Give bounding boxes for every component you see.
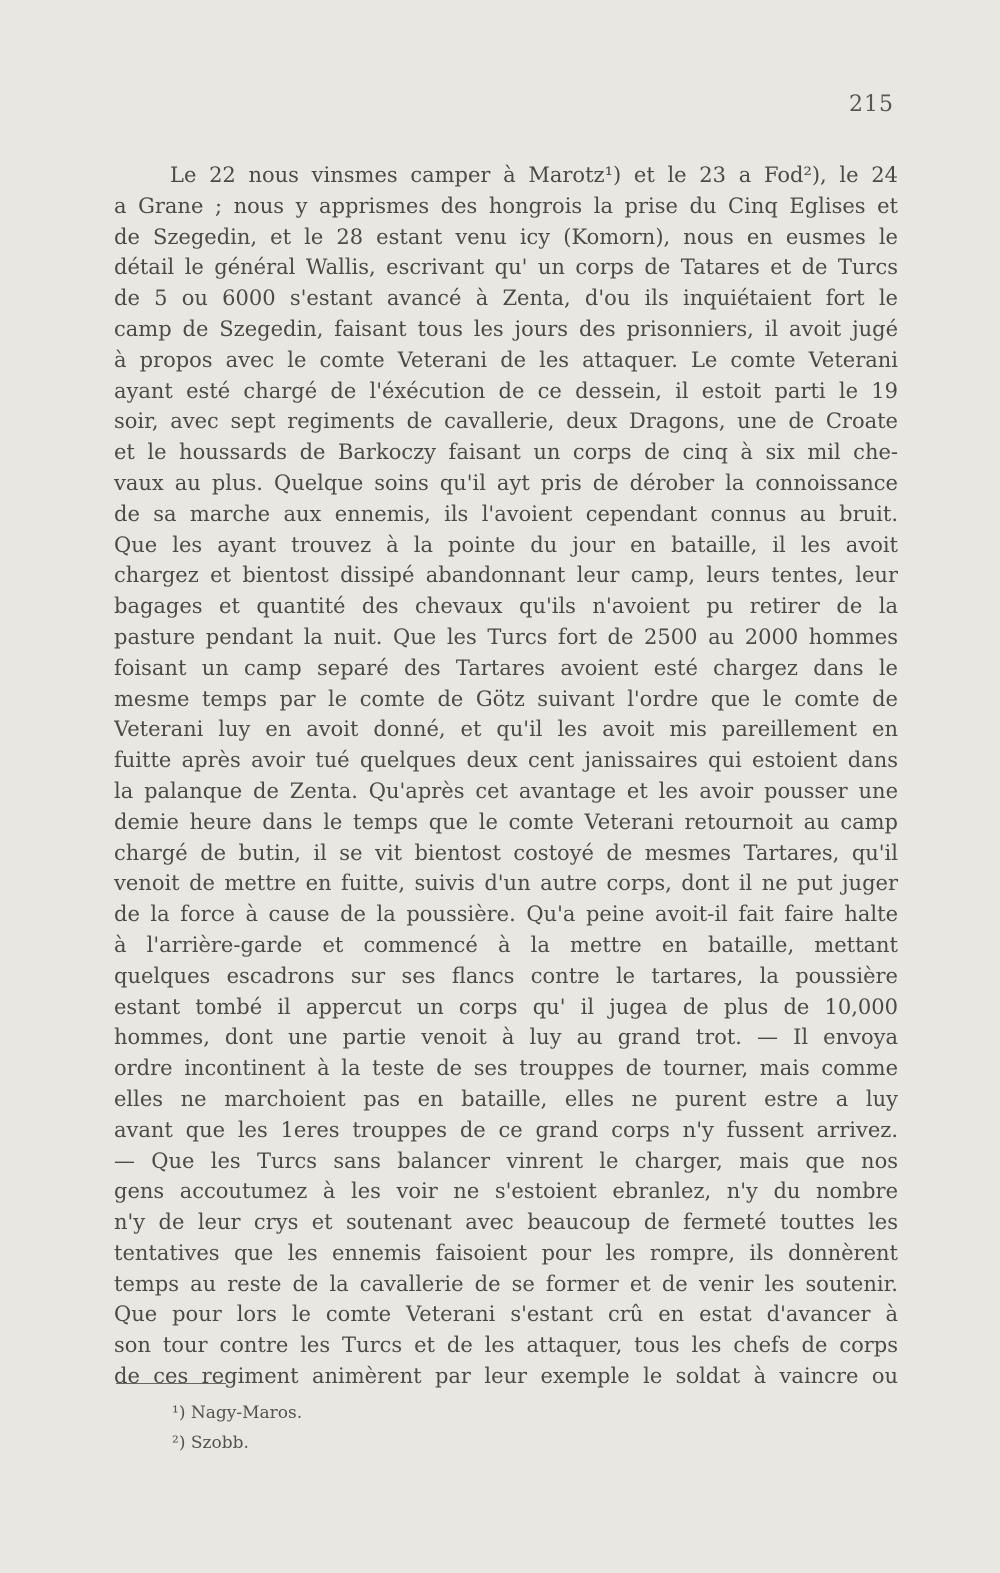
text-line: Le 22 nous vinsmes camper à Marotz¹) et le 23 a Fod²), le 24 — [170, 163, 898, 187]
text-line: de la force à cause de la poussière. Qu'a peine avoit-il fait faire halte — [114, 902, 898, 927]
text-line: elles ne marchoient pas en bataille, elles ne purent estre a luy — [114, 1086, 898, 1111]
footnote: ¹) Nagy-Maros. — [172, 1403, 303, 1423]
text-line: camp de Szegedin, faisant tous les jours des prisonniers, il avoit jugé — [114, 316, 898, 341]
text-line: et le houssards de Barkoczy faisant un corps de cinq à six mil che- — [114, 440, 898, 465]
text-line: venoit de mettre en fuitte, suivis d'un autre corps, dont il ne put juger — [114, 871, 898, 896]
footnote: ²) Szobb. — [172, 1433, 249, 1453]
text-line: fuitte après avoir tué quelques deux cent janissaires qui estoient dans — [114, 748, 898, 773]
text-line: chargez et bientost dissipé abandonnant leur camp, leurs tentes, leur — [114, 563, 898, 588]
footnote-separator — [116, 1383, 226, 1384]
text-line: tentatives que les ennemis faisoient pour les rompre, ils donnèrent — [114, 1240, 898, 1265]
body-text — [114, 160, 898, 1392]
text-line: de Szegedin, et le 28 estant venu icy (Komorn), nous en eusmes le — [114, 224, 898, 249]
text-line: a Grane ; nous y apprismes des hongrois la prise du Cinq Eglises et — [114, 193, 898, 218]
text-line: hommes, dont une partie venoit à luy au grand trot. — Il envoya — [114, 1025, 898, 1050]
text-line: temps au reste de la cavallerie de se former et de venir les soutenir. — [114, 1271, 898, 1296]
text-line: n'y de leur crys et soutenant avec beaucoup de fermeté touttes les — [114, 1210, 898, 1235]
text-line: chargé de butin, il se vit bientost costoyé de mesmes Tartares, qu'il — [114, 840, 898, 865]
text-line: vaux au plus. Quelque soins qu'il ayt pris de dérober la connoissance — [114, 470, 898, 495]
text-line: détail le général Wallis, escrivant qu' un corps de Tatares et de Turcs — [114, 255, 898, 280]
text-line: de ces regiment animèrent par leur exemple le soldat à vaincre ou — [114, 1364, 898, 1389]
text-line: bagages et quantité des chevaux qu'ils n'avoient pu retirer de la — [114, 594, 898, 619]
text-line: à l'arrière-garde et commencé à la mettre en bataille, mettant — [114, 932, 898, 957]
text-line: avant que les 1eres trouppes de ce grand corps n'y fussent arrivez. — [114, 1117, 898, 1142]
text-line: pasture pendant la nuit. Que les Turcs fort de 2500 au 2000 hommes — [114, 624, 898, 649]
text-line: la palanque de Zenta. Qu'après cet avantage et les avoir pousser une — [114, 778, 898, 803]
text-line: quelques escadrons sur ses flancs contre le tartares, la poussière — [114, 963, 898, 988]
footnotes — [172, 1398, 672, 1458]
text-line: Veterani luy en avoit donné, et qu'il les avoit mis pareillement en — [114, 717, 898, 742]
text-line: foisant un camp separé des Tartares avoient esté chargez dans le — [114, 655, 898, 680]
text-line: mesme temps par le comte de Götz suivant l'ordre que le comte de — [114, 686, 898, 711]
text-line: soir, avec sept regiments de cavallerie, deux Dragons, une de Croate — [114, 409, 898, 434]
text-line: de sa marche aux ennemis, ils l'avoient cependant connus au bruit. — [114, 501, 898, 526]
text-line: à propos avec le comte Veterani de les attaquer. Le comte Veterani — [114, 347, 898, 372]
text-line: gens accoutumez à les voir ne s'estoient ebranlez, n'y du nombre — [114, 1179, 898, 1204]
text-line: de 5 ou 6000 s'estant avancé à Zenta, d'ou ils inquiétaient fort le — [114, 286, 898, 311]
text-line: son tour contre les Turcs et de les attaquer, tous les chefs de corps — [114, 1333, 898, 1358]
page-number: 215 — [849, 92, 894, 117]
text-line: demie heure dans le temps que le comte Veterani retournoit au camp — [114, 809, 898, 834]
text-line: Que les ayant trouvez à la pointe du jour en bataille, il les avoit — [114, 532, 898, 557]
text-line: Que pour lors le comte Veterani s'estant crû en estat d'avancer à — [114, 1302, 898, 1327]
text-line: ayant esté chargé de l'éxécution de ce dessein, il estoit parti le 19 — [114, 378, 898, 403]
text-line: — Que les Turcs sans balancer vinrent le charger, mais que nos — [114, 1148, 898, 1173]
text-line: ordre incontinent à la teste de ses trouppes de tourner, mais comme — [114, 1056, 898, 1081]
text-line: estant tombé il appercut un corps qu' il jugea de plus de 10,000 — [114, 994, 898, 1019]
